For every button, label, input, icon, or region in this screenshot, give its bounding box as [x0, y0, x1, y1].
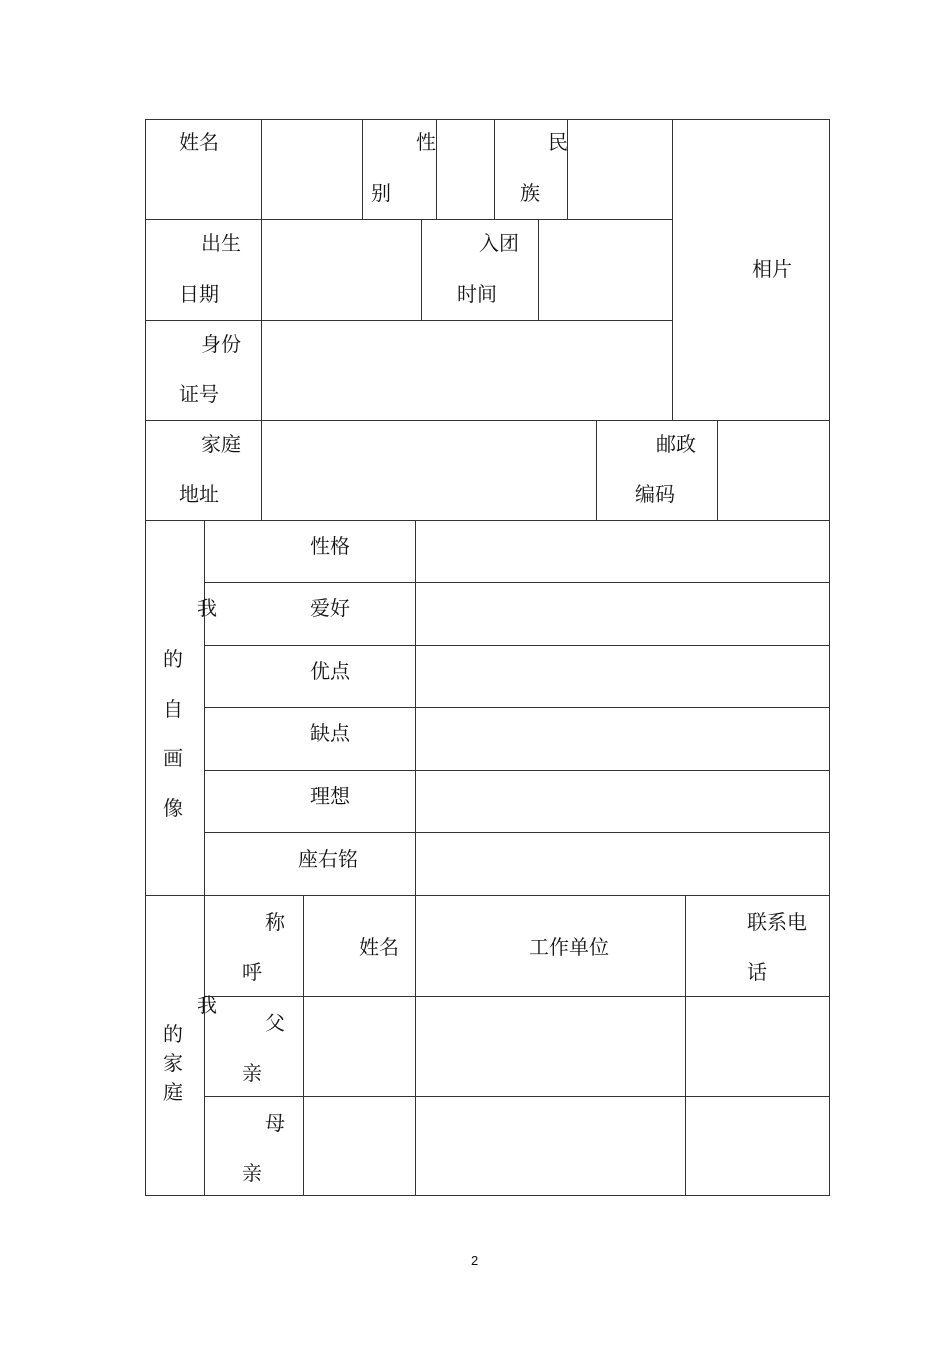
league-join-label-top: 入团	[479, 231, 519, 255]
strengths-label: 优点	[310, 659, 350, 683]
family-name-header: 姓名	[359, 935, 399, 959]
column-divider	[685, 895, 686, 1196]
photo-label: 相片	[752, 257, 792, 281]
home-address-label-bottom: 地址	[179, 482, 219, 506]
work-unit-header: 工作单位	[529, 935, 609, 959]
birth-date-label-bottom: 日期	[179, 282, 219, 306]
birth-date-label-top: 出生	[201, 231, 241, 255]
father-label-bottom: 亲	[242, 1061, 262, 1085]
column-divider	[261, 119, 262, 521]
row-divider	[205, 1096, 830, 1097]
father-label-top: 父	[265, 1011, 285, 1035]
relation-header-bottom: 呼	[242, 960, 262, 984]
postal-code-label-top: 邮政	[656, 432, 696, 456]
column-divider	[717, 420, 718, 521]
contact-phone-header-top: 联系电	[747, 910, 807, 934]
self-portrait-title-char: 像	[163, 796, 183, 820]
page-number: 2	[471, 1253, 479, 1268]
column-divider	[596, 420, 597, 521]
personality-label: 性格	[310, 534, 350, 558]
id-number-label-bottom: 证号	[179, 382, 219, 406]
table-bottom-border	[145, 1195, 830, 1196]
row-divider	[145, 895, 830, 896]
column-divider	[362, 119, 363, 220]
column-divider	[303, 895, 304, 1196]
self-portrait-title-char: 我	[197, 596, 217, 620]
relation-header-top: 称	[265, 910, 285, 934]
ideals-label: 理想	[310, 784, 350, 808]
name-label: 姓名	[179, 130, 219, 154]
hobbies-label: 爱好	[310, 596, 350, 620]
weaknesses-label: 缺点	[310, 721, 350, 745]
row-divider	[145, 320, 673, 321]
column-divider	[415, 520, 416, 896]
home-address-label-top: 家庭	[201, 432, 241, 456]
gender-label-bottom: 别	[371, 181, 391, 205]
table-right-border	[829, 119, 830, 1196]
photo-left-border	[672, 119, 673, 421]
row-divider	[205, 645, 830, 646]
family-title-char: 家	[163, 1051, 183, 1075]
row-divider	[205, 582, 830, 583]
id-number-label-top: 身份	[201, 332, 241, 356]
row-divider	[205, 996, 830, 997]
ethnicity-label-bottom: 族	[520, 181, 540, 205]
row-divider	[145, 219, 673, 220]
column-divider	[415, 895, 416, 1196]
contact-phone-header-bottom: 话	[747, 960, 767, 984]
gender-label-top: 性	[416, 130, 436, 154]
motto-label: 座右铭	[298, 847, 358, 871]
row-divider	[145, 420, 830, 421]
table-left-border	[145, 119, 146, 1196]
self-portrait-title-char: 自	[163, 697, 183, 721]
column-divider	[436, 119, 437, 220]
row-divider	[205, 707, 830, 708]
postal-code-label-bottom: 编码	[635, 482, 675, 506]
row-divider	[205, 770, 830, 771]
self-portrait-title-char: 的	[163, 647, 183, 671]
mother-label-bottom: 亲	[242, 1161, 262, 1185]
table-top-border	[145, 119, 830, 120]
family-title-char: 我	[197, 993, 217, 1017]
family-title-char: 的	[163, 1022, 183, 1046]
ethnicity-label-top: 民	[548, 130, 568, 154]
column-divider	[421, 219, 422, 321]
row-divider	[145, 520, 830, 521]
league-join-label-bottom: 时间	[457, 282, 497, 306]
self-portrait-title-char: 画	[163, 746, 183, 770]
mother-label-top: 母	[265, 1111, 285, 1135]
column-divider	[204, 520, 205, 1196]
row-divider	[205, 832, 830, 833]
column-divider	[538, 219, 539, 321]
column-divider	[494, 119, 495, 220]
family-title-char: 庭	[163, 1080, 183, 1104]
